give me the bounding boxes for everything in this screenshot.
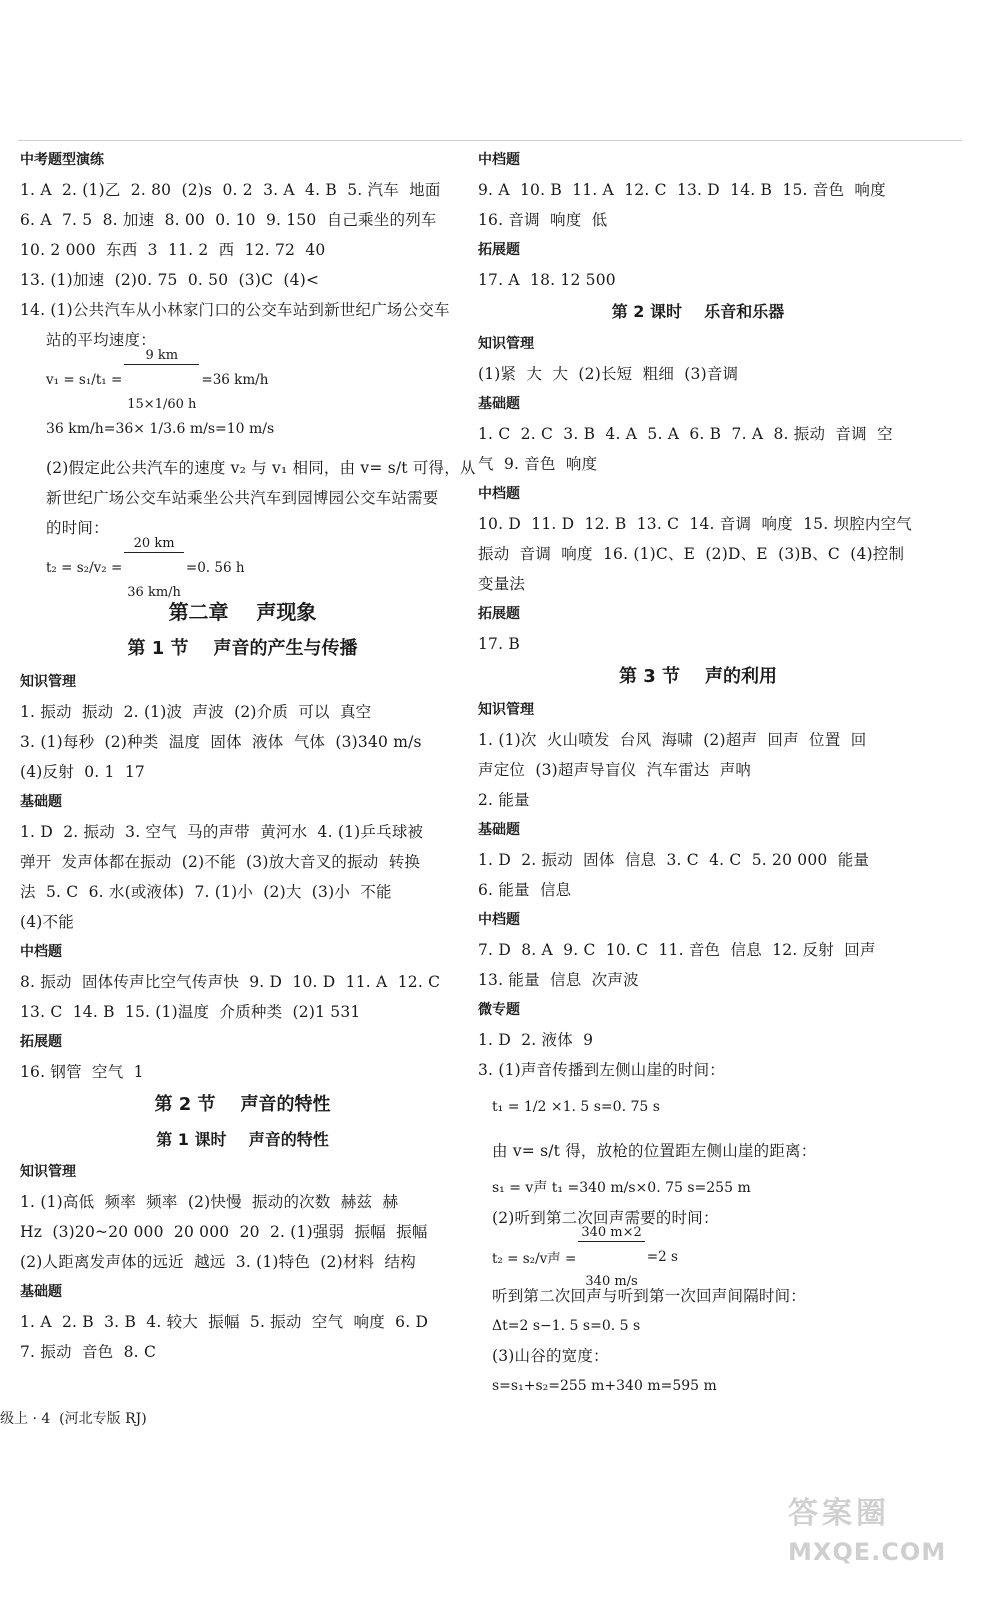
formula-line: s=s₁+s₂=255 m+340 m=595 m bbox=[492, 1378, 717, 1394]
section-heading: 中考题型演练 bbox=[20, 152, 104, 168]
watermark-url: MXQE.COM bbox=[788, 1538, 947, 1566]
answer-line: 17. B bbox=[478, 635, 520, 653]
fraction-numerator: 9 km bbox=[124, 348, 199, 365]
formula-text: v₁ = s₁/t₁ = bbox=[46, 372, 123, 388]
answer-line: 7. D 8. A 9. C 10. C 11. 音色 信息 12. 反射 回声 bbox=[478, 941, 876, 959]
answer-line: 9. A 10. B 11. A 12. C 13. D 14. B 15. 音色 响度 bbox=[478, 181, 886, 199]
section-heading: 知识管理 bbox=[20, 674, 76, 690]
answer-line: 2. 能量 bbox=[478, 791, 530, 809]
section-heading: 中档题 bbox=[478, 486, 520, 502]
formula-text: =2 s bbox=[646, 1249, 678, 1265]
section-title: 第 2 节 声音的特性 bbox=[154, 1094, 331, 1115]
section-title: 第 3 节 声的利用 bbox=[618, 666, 778, 687]
fraction-denominator: 15×1/60 h bbox=[127, 396, 197, 412]
answer-line: 8. 振动 固体传声比空气传声快 9. D 10. D 11. A 12. C bbox=[20, 973, 441, 991]
answer-line: 17. A 18. 12 500 bbox=[478, 271, 616, 289]
formula-conversion: 36 km/h=36× 1/3.6 m/s=10 m/s bbox=[46, 421, 275, 437]
answer-line: 法 5. C 6. 水(或液体) 7. (1)小 (2)大 (3)小 不能 bbox=[20, 883, 392, 901]
section-heading: 基础题 bbox=[20, 794, 62, 810]
formula-line: s₁ = v声 t₁ =340 m/s×0. 75 s=255 m bbox=[492, 1180, 751, 1196]
answer-line: 1. A 2. (1)乙 2. 80 (2)s 0. 2 3. A 4. B 5. 汽车 地面 bbox=[20, 181, 441, 199]
answer-line: 10. 2 000 东西 3 11. 2 西 12. 72 40 bbox=[20, 241, 326, 259]
section-heading: 拓展题 bbox=[478, 606, 520, 622]
section-heading: 微专题 bbox=[478, 1002, 520, 1018]
answer-line: (2)听到第二次回声需要的时间： bbox=[492, 1209, 719, 1227]
answer-line: (2)假定此公共汽车的速度 v₂ 与 v₁ 相同，由 v= s/t 可得，从 bbox=[46, 459, 476, 477]
answer-line: (3)山谷的宽度： bbox=[492, 1347, 609, 1365]
answer-line: 16. 钢管 空气 1 bbox=[20, 1063, 144, 1081]
watermark-logo bbox=[788, 1494, 978, 1582]
fraction-denominator: 36 km/h bbox=[127, 584, 181, 600]
formula-text: t₂ = s₂/v声 = bbox=[492, 1251, 577, 1267]
answer-line: 变量法 bbox=[478, 575, 526, 593]
answer-line: 声定位 (3)超声导盲仪 汽车雷达 声呐 bbox=[478, 761, 752, 779]
section-heading: 中档题 bbox=[478, 152, 520, 168]
answer-line: 站的平均速度： bbox=[46, 331, 156, 349]
section-heading: 基础题 bbox=[478, 822, 520, 838]
answer-line: 弹开 发声体都在振动 (2)不能 (3)放大音叉的振动 转换 bbox=[20, 853, 421, 871]
answer-line: 听到第二次回声与听到第一次回声间隔时间： bbox=[492, 1287, 807, 1305]
formula-speed bbox=[20, 347, 465, 412]
section-heading: 中档题 bbox=[20, 944, 62, 960]
answer-line: 6. 能量 信息 bbox=[478, 881, 572, 899]
left-column bbox=[20, 145, 476, 1367]
answer-line: 气 9. 音色 响度 bbox=[478, 455, 598, 473]
answer-line: 7. 振动 音色 8. C bbox=[20, 1343, 156, 1361]
answer-line: 14. (1)公共汽车从小林家门口的公交车站到新世纪广场公交车 bbox=[20, 301, 450, 319]
formula-line: Δt=2 s−1. 5 s=0. 5 s bbox=[492, 1318, 641, 1334]
page-footer: 级上 · 4 (河北专版 RJ) bbox=[0, 1411, 147, 1427]
section-heading: 拓展题 bbox=[20, 1034, 62, 1050]
fraction-denominator: 340 m/s bbox=[585, 1273, 638, 1289]
answer-line: (4)不能 bbox=[20, 913, 74, 931]
answer-line: 13. (1)加速 (2)0. 75 0. 50 (3)C (4)< bbox=[20, 271, 320, 289]
section-heading: 基础题 bbox=[478, 396, 520, 412]
lesson-title: 第 2 课时 乐音和乐器 bbox=[611, 302, 785, 321]
answer-line: 1. (1)次 火山喷发 台风 海啸 (2)超声 回声 位置 回 bbox=[478, 731, 867, 749]
section-heading: 中档题 bbox=[478, 912, 520, 928]
answer-line: 1. A 2. B 3. B 4. 较大 振幅 5. 振动 空气 响度 6. D bbox=[20, 1313, 429, 1331]
answer-line: 1. D 2. 振动 固体 信息 3. C 4. C 5. 20 000 能量 bbox=[478, 851, 870, 869]
fraction-numerator: 20 km bbox=[124, 536, 184, 553]
section-heading: 知识管理 bbox=[478, 702, 534, 718]
answer-line: 6. A 7. 5 8. 加速 8. 00 0. 10 9. 150 自己乘坐的列车 bbox=[20, 211, 437, 229]
lesson-title: 第 1 课时 声音的特性 bbox=[156, 1130, 329, 1149]
right-column bbox=[478, 145, 918, 1401]
answer-line: 振动 音调 响度 16. (1)C、E (2)D、E (3)B、C (4)控制 bbox=[478, 545, 905, 563]
fraction-numerator: 340 m×2 bbox=[578, 1225, 644, 1242]
answer-line: 16. 音调 响度 低 bbox=[478, 211, 608, 229]
header-rule bbox=[18, 140, 962, 141]
chapter-title: 第二章 声现象 bbox=[168, 600, 317, 624]
answer-line: 13. 能量 信息 次声波 bbox=[478, 971, 639, 989]
answer-line: (2)人距离发声体的远近 越远 3. (1)特色 (2)材料 结构 bbox=[20, 1253, 416, 1271]
section-heading: 知识管理 bbox=[478, 336, 534, 352]
answer-line: 3. (1)声音传播到左侧山崖的时间： bbox=[478, 1061, 725, 1079]
formula-text: =0. 56 h bbox=[185, 560, 245, 576]
answer-line: 13. C 14. B 15. (1)温度 介质种类 (2)1 531 bbox=[20, 1003, 361, 1021]
watermark-text: 答案圈 bbox=[788, 1496, 890, 1531]
formula-text: t₂ = s₂/v₂ = bbox=[46, 560, 123, 576]
section-heading: 拓展题 bbox=[478, 242, 520, 258]
formula-time bbox=[20, 535, 465, 600]
answer-line: 3. (1)每秒 (2)种类 温度 固体 液体 气体 (3)340 m/s bbox=[20, 733, 422, 751]
formula-line: t₁ = 1/2 ×1. 5 s=0. 75 s bbox=[492, 1099, 660, 1115]
answer-line: 新世纪广场公交车站乘坐公共汽车到园博园公交车站需要 bbox=[46, 489, 439, 507]
answer-line: 1. C 2. C 3. B 4. A 5. A 6. B 7. A 8. 振动 音调 空 bbox=[478, 425, 893, 443]
answer-line: (4)反射 0. 1 17 bbox=[20, 763, 145, 781]
answer-line: Hz (3)20~20 000 20 000 20 2. (1)强弱 振幅 振幅 bbox=[20, 1223, 428, 1241]
answer-line: 1. (1)高低 频率 频率 (2)快慢 振动的次数 赫兹 赫 bbox=[20, 1193, 399, 1211]
answer-line: 10. D 11. D 12. B 13. C 14. 音调 响度 15. 坝腔内空气 bbox=[478, 515, 912, 533]
answer-line: 由 v= s/t 得，放枪的位置距左侧山崖的距离： bbox=[492, 1142, 817, 1160]
formula-text: =36 km/h bbox=[201, 372, 269, 388]
section-heading: 基础题 bbox=[20, 1284, 62, 1300]
answer-line: 1. D 2. 液体 9 bbox=[478, 1031, 594, 1049]
answer-line: 1. 振动 振动 2. (1)波 声波 (2)介质 可以 真空 bbox=[20, 703, 372, 721]
section-title: 第 1 节 声音的产生与传播 bbox=[127, 638, 358, 659]
answer-line: 的时间： bbox=[46, 519, 109, 537]
section-heading: 知识管理 bbox=[20, 1164, 76, 1180]
answer-line: (1)紧 大 大 (2)长短 粗细 (3)音调 bbox=[478, 365, 739, 383]
answer-line: 1. D 2. 振动 3. 空气 马的声带 黄河水 4. (1)乒乓球被 bbox=[20, 823, 424, 841]
